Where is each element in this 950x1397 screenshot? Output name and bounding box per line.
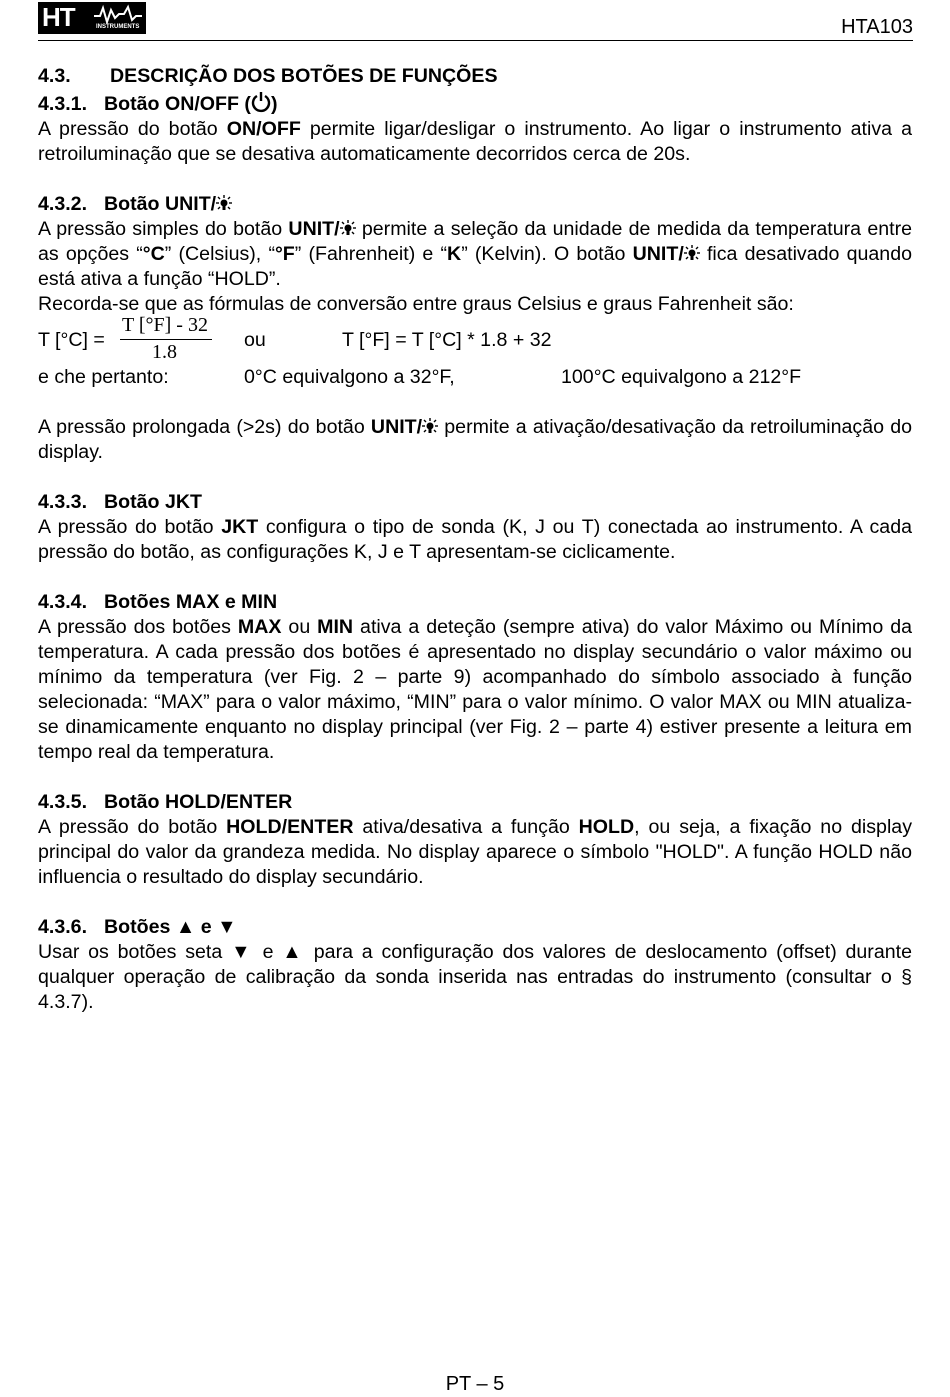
text: A pressão do botão xyxy=(38,516,222,538)
text: fica desativado quando está ativa a função “HOLD”. xyxy=(38,243,912,290)
subsection-title: Botão ON/OFF ( xyxy=(104,93,251,115)
text: ativa/desativa a função xyxy=(353,816,579,838)
subsection-heading-4-3-5 xyxy=(38,790,912,815)
bold-text: UNIT/ xyxy=(370,416,423,438)
backlight-bulb-icon xyxy=(422,418,438,436)
subsection-number: 4.3.4. xyxy=(38,591,88,613)
subsection-number: 4.3.2. xyxy=(38,193,88,215)
paragraph xyxy=(38,415,912,465)
text: configura o tipo de sonda (K, J ou T) conectada ao instrumento. A cada pressão do botão, as configurações K, J e T apresentam-se ciclicamente. xyxy=(38,516,912,563)
header-divider xyxy=(38,40,913,41)
text: permite a ativação/desativação da retroiluminação do display. xyxy=(38,416,912,463)
text: A pressão do botão xyxy=(38,816,227,838)
formula-left: T [°C] = xyxy=(38,329,105,351)
page-content xyxy=(38,64,912,1015)
logo-subtext: INSTRUMENTS xyxy=(96,24,140,30)
bold-text: ON/OFF xyxy=(226,118,301,140)
subsection-number: 4.3.1. xyxy=(38,93,88,115)
text: A pressão simples do botão xyxy=(38,218,289,240)
subsection-title: Botões xyxy=(104,916,176,938)
power-icon xyxy=(251,91,271,113)
section-number: 4.3. xyxy=(38,65,71,87)
paragraph xyxy=(38,117,912,167)
bold-text: °F xyxy=(274,243,295,265)
text: ativa a deteção (sempre ativa) do valor Máximo ou Mínimo da temperatura. A cada pressão dos botões é apresentado no display secundário o valor máximo ou mínimo da temperatura (ver Fig. 2 – parte 9) acompanhado do símbolo associado à função selecionada: “MAX” para o valor máximo, “MIN” para o valor mínimo. O valor MAX ou MIN atualiza-se dinamicamente enquanto no display principal (ver Fig. 2 – parte 4) estiver presente a leitura em tempo real da temperatura. xyxy=(38,616,913,763)
waveform-icon xyxy=(94,4,142,24)
page-number: PT – 5 xyxy=(445,1373,505,1395)
model-name: HTA103 xyxy=(841,16,913,38)
bold-text: JKT xyxy=(221,516,259,538)
text: A pressão prolongada (>2s) do botão xyxy=(38,416,371,438)
text: permite ligar/desligar o instrumento. Ao ligar o instrumento ativa a retroiluminação que se desativa automaticamente decorridos cerca de 20s. xyxy=(38,118,913,165)
text: e xyxy=(253,941,283,963)
text: ” (Fahrenheit) e “ xyxy=(294,243,448,265)
paragraph xyxy=(38,615,912,765)
text: permite a seleção da unidade de medida da temperatura entre as opções “ xyxy=(38,218,912,265)
subsection-number: 4.3.6. xyxy=(38,916,88,938)
formula-right: T [°F] = T [°C] * 1.8 + 32 xyxy=(342,329,552,351)
equivalence-row xyxy=(38,365,912,390)
arrow-down-icon: ▼ xyxy=(217,916,237,938)
backlight-bulb-icon xyxy=(684,245,700,263)
subsection-title: Botão UNIT/ xyxy=(104,193,217,215)
subsection-heading-4-3-1 xyxy=(38,91,912,117)
logo-text: HT xyxy=(42,2,75,32)
subsection-title-and: e xyxy=(195,916,218,938)
text: para a configuração dos valores de deslocamento (offset) durante qualquer operação de calibração da sonda inserida nas entradas do instrumento (consultar o § 4.3.7). xyxy=(38,941,912,1013)
text: Usar os botões seta xyxy=(38,941,232,963)
subsection-title: Botão HOLD/ENTER xyxy=(104,791,293,813)
bold-text: K xyxy=(447,243,462,265)
subsection-title: Botão JKT xyxy=(104,491,202,513)
subsection-heading-4-3-6 xyxy=(38,915,912,940)
subsection-heading-4-3-3 xyxy=(38,490,912,515)
paragraph xyxy=(38,940,912,1015)
text: ” (Celsius), “ xyxy=(164,243,275,265)
text: A pressão do botão xyxy=(38,118,227,140)
backlight-bulb-icon xyxy=(340,220,356,238)
equivalence-label: e che pertanto: xyxy=(38,366,169,388)
arrow-down-icon: ▼ xyxy=(231,941,254,963)
subsection-title-end: ) xyxy=(270,93,278,115)
conversion-formula xyxy=(38,314,912,365)
text: , ou seja, a fixação no display principal do valor da grandeza medida. No display aparece o símbolo "HOLD". A função HOLD não influencia o resultado do display secundário. xyxy=(38,816,912,888)
formula-numerator: T [°F] - 32 xyxy=(122,314,208,336)
formula-denominator: 1.8 xyxy=(152,341,177,363)
paragraph: Recorda-se que as fórmulas de conversão entre graus Celsius e graus Fahrenheit são: xyxy=(38,293,794,315)
text: A pressão dos botões xyxy=(38,616,238,638)
bold-text: MIN xyxy=(317,616,354,638)
bold-text: UNIT/ xyxy=(288,218,340,240)
bold-text: HOLD xyxy=(578,816,635,838)
subsection-number: 4.3.3. xyxy=(38,491,88,513)
equivalence-1: 0°C equivalgono a 32°F, xyxy=(244,366,455,388)
subsection-title: Botões MAX e MIN xyxy=(104,591,278,613)
arrow-up-icon: ▲ xyxy=(282,941,305,963)
paragraph xyxy=(38,815,912,890)
bold-text: °C xyxy=(142,243,165,265)
subsection-heading-4-3-2 xyxy=(38,192,912,217)
bold-text: HOLD/ENTER xyxy=(226,816,354,838)
section-heading xyxy=(38,64,912,89)
backlight-bulb-icon xyxy=(216,195,232,213)
bold-text: MAX xyxy=(237,616,282,638)
ht-logo xyxy=(38,2,146,34)
section-title: DESCRIÇÃO DOS BOTÕES DE FUNÇÕES xyxy=(110,65,498,87)
paragraph xyxy=(38,515,912,565)
text: ou xyxy=(281,616,318,638)
subsection-heading-4-3-4 xyxy=(38,590,912,615)
formula-or: ou xyxy=(244,329,266,351)
subsection-number: 4.3.5. xyxy=(38,791,88,813)
equivalence-2: 100°C equivalgono a 212°F xyxy=(561,366,802,388)
paragraph xyxy=(38,217,912,292)
arrow-up-icon: ▲ xyxy=(175,916,196,938)
bold-text: UNIT/ xyxy=(632,243,684,265)
text: ” (Kelvin). O botão xyxy=(461,243,633,265)
